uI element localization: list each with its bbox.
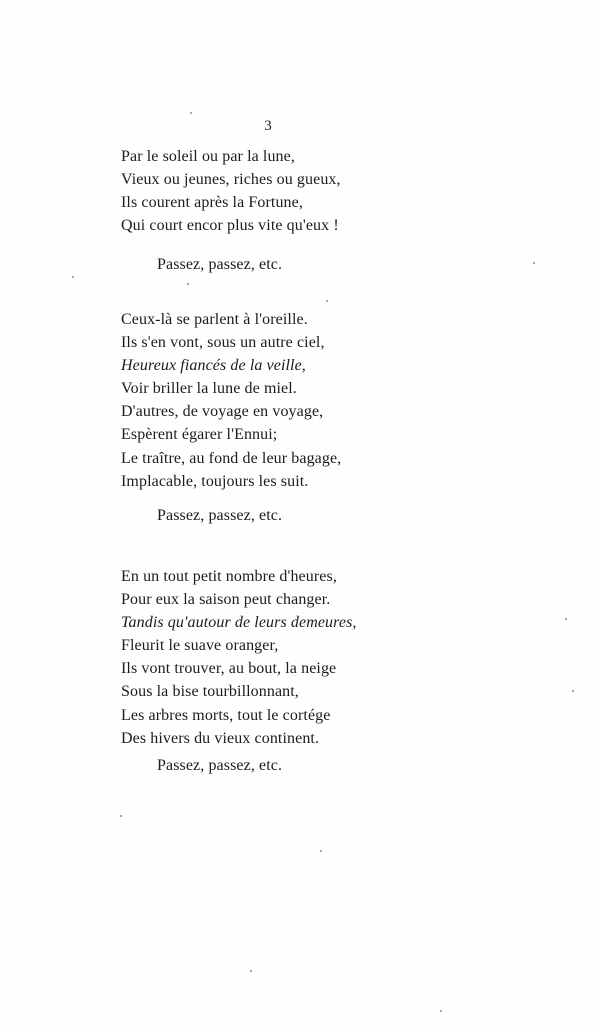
verse-line: Par le soleil ou par la lune, xyxy=(121,148,295,165)
verse-line: En un tout petit nombre d'heures, xyxy=(121,568,337,585)
paper-speck xyxy=(120,815,122,817)
stanza-1 xyxy=(121,145,341,237)
paper-speck xyxy=(572,690,574,692)
paper-speck xyxy=(320,850,322,852)
verse-line: Les arbres morts, tout le cortége xyxy=(121,706,331,724)
verse-line: Espèrent égarer l'Ennui; xyxy=(121,426,278,444)
paper-speck xyxy=(72,276,74,278)
stanza-3 xyxy=(121,565,357,750)
paper-speck xyxy=(190,112,192,114)
verse-line: Implacable, toujours les suit. xyxy=(121,472,309,490)
verse-line: Des hivers du vieux continent. xyxy=(121,729,320,747)
verse-line: Vieux ou jeunes, riches ou gueux, xyxy=(121,171,341,189)
verse-line: Heureux fiancés de la veille, xyxy=(121,357,306,375)
verse-line: Tandis qu'autour de leurs demeures, xyxy=(121,614,357,632)
page-number: 3 xyxy=(264,118,272,134)
paper-speck xyxy=(250,970,252,972)
verse-line: Ils s'en vont, sous un autre ciel, xyxy=(121,334,325,352)
verse-line: Voir briller la lune de miel. xyxy=(121,380,297,398)
verse-line: Le traître, au fond de leur bagage, xyxy=(121,449,342,467)
paper-speck xyxy=(326,300,328,302)
stanza-2 xyxy=(121,308,341,493)
refrain-1: Passez, passez, etc. xyxy=(157,256,283,273)
verse-line: Ils courent après la Fortune, xyxy=(121,194,303,212)
verse-line: D'autres, de voyage en voyage, xyxy=(121,403,324,421)
paper-speck xyxy=(533,262,535,264)
verse-line: Fleurit le suave oranger, xyxy=(121,637,279,655)
refrain-2: Passez, passez, etc. xyxy=(157,507,283,524)
refrain-3: Passez, passez, etc. xyxy=(157,757,283,774)
verse-line: Ceux-là se parlent à l'oreille. xyxy=(121,311,308,328)
paper-speck xyxy=(565,618,567,620)
paper-speck xyxy=(187,283,189,285)
verse-line: Sous la bise tourbillonnant, xyxy=(121,683,299,701)
paper-speck xyxy=(440,1010,442,1012)
verse-line: Qui court encor plus vite qu'eux ! xyxy=(121,217,339,235)
verse-line: Ils vont trouver, au bout, la neige xyxy=(121,660,337,678)
verse-line: Pour eux la saison peut changer. xyxy=(121,591,331,609)
